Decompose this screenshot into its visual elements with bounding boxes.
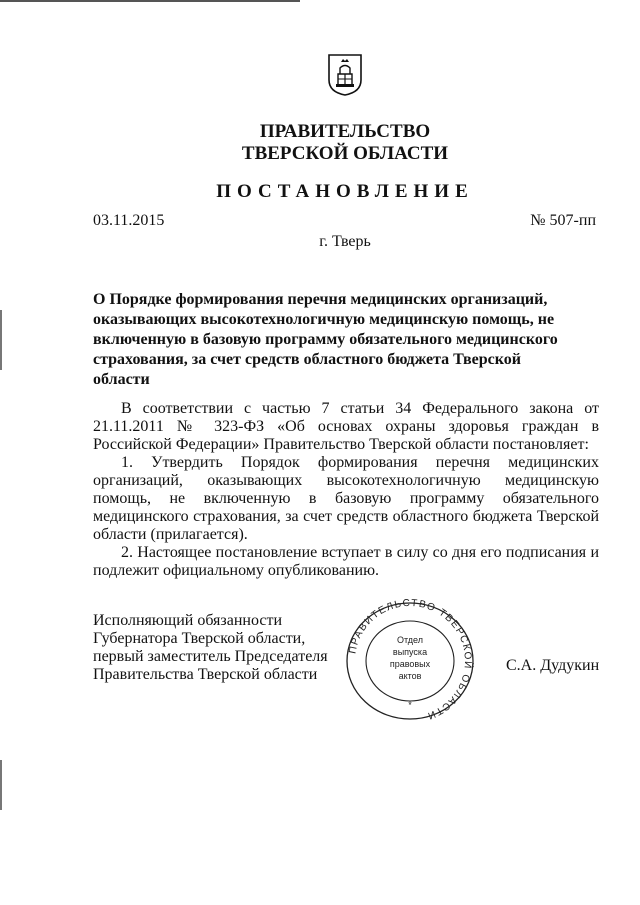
seal-ring-text: ПРАВИТЕЛЬСТВО ТВЕРСКОЙ ОБЛАСТИ: [347, 597, 474, 722]
document-subject: О Порядке формирования перечня медицинских организаций, оказывающих высокотехнологичную медицинскую помощь, не включенную в базовую программу обязательного медицинского страхования, за счет средств областного бюджета Тверской области: [93, 291, 558, 388]
document-date: 03.11.2015: [93, 212, 165, 229]
signatory-title: [93, 612, 328, 684]
tver-coat-of-arms-icon: [328, 54, 362, 96]
document-type: ПОСТАНОВЛЕНИЕ: [216, 181, 474, 202]
org-name-line1: ПРАВИТЕЛЬСТВО: [259, 121, 431, 142]
document-city: г. Тверь: [319, 233, 371, 250]
scan-edge-left-1: [0, 310, 2, 370]
seal-center-line: правовых: [389, 659, 431, 669]
official-seal: [337, 596, 483, 726]
org-name-line2: ТВЕРСКОЙ ОБЛАСТИ: [241, 143, 449, 164]
document-body: [93, 400, 599, 580]
signatory-name: С.А. Дудукин: [506, 657, 600, 674]
document-number: № 507-пп: [530, 212, 596, 229]
signatory-title-line: Губернатора Тверской области,: [93, 630, 306, 647]
seal-star: *: [408, 700, 412, 710]
scan-edge-left-2: [0, 760, 2, 810]
signatory-title-line: первый заместитель Председателя: [93, 648, 328, 665]
signatory-title-line: Исполняющий обязанности: [93, 612, 283, 629]
seal-center-line: Отдел: [396, 635, 424, 645]
seal-center-line: актов: [398, 671, 422, 681]
body-paragraph-3: 2. Настоящее постановление вступает в силу со дня его подписания и подлежит официальному опубликованию.: [93, 544, 599, 579]
seal-center-line: выпуска: [392, 647, 428, 657]
signatory-title-line: Правительства Тверской области: [93, 666, 318, 683]
body-paragraph-1: В соответствии с частью 7 статьи 34 Федерального закона от 21.11.2011 № 323-ФЗ «Об основах охраны здоровья граждан в Российской Федерации» Правительство Тверской области постановляет:: [93, 400, 599, 453]
body-paragraph-2: 1. Утвердить Порядок формирования перечня медицинских организаций, оказывающих высокотехнологичную медицинскую помощь, не включенную в базовую программу обязательного медицинского страхования, за счет средств областного бюджета Тверской области (прилагается).: [93, 454, 599, 543]
scan-edge-top: [0, 0, 300, 2]
